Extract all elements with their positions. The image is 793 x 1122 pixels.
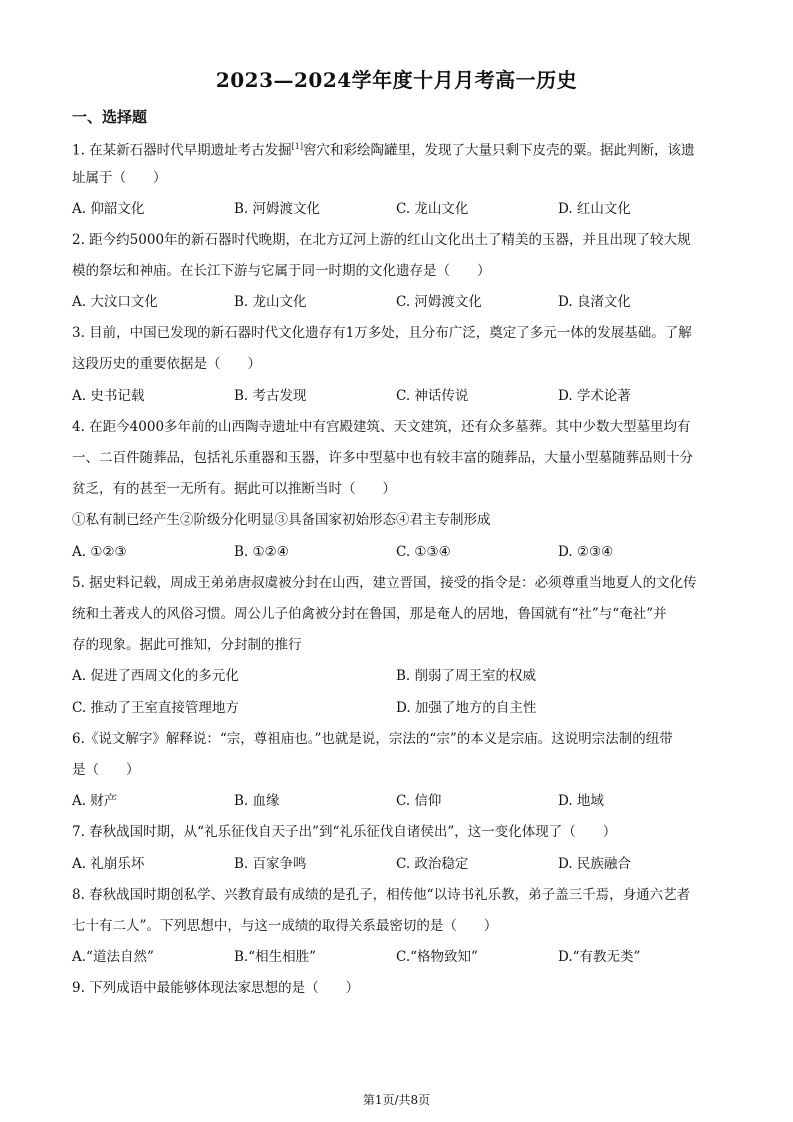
question-1-option-b[interactable]: B. 河姆渡文化 [234,201,321,217]
question-6-line-1: 6.《说文解字》解释说：“宗，尊祖庙也。”也就是说，宗法的“宗”的本义是宗庙。这说明宗法制的纽带 [72,731,673,747]
question-9-line-1: 9. 下列成语中最能够体现法家思想的是（ ） [72,980,360,996]
question-2-option-d[interactable]: D. 良渚文化 [558,294,631,310]
question-4-option-d[interactable]: D. ②③④ [558,544,614,560]
question-5-line-3: 存的现象。据此可推知，分封制的推行 [72,637,302,653]
question-4-statements: ①私有制已经产生②阶级分化明显③具备国家初始形态④君主专制形成 [72,512,491,528]
question-8-option-b[interactable]: B.“相生相胜” [234,949,317,965]
footnote-mark: [1] [291,142,304,151]
question-8-line-2: 七十有二人”。下列思想中，与这一成绩的取得关系最密切的是（ ） [72,918,498,934]
question-4-line-3: 贫乏，有的甚至一无所有。据此可以推断当时（ ） [72,481,396,497]
question-4-line-1: 4. 在距今4000多年前的山西陶寺遗址中有宫殿建筑、天文建筑，还有众多墓葬。其中少数大型墓里均有 [72,419,691,435]
question-4-line-2: 一、二百件随葬品，包括礼乐重器和玉器，许多中型墓中也有较丰富的随葬品，大量小型墓随葬品则十分 [72,450,693,466]
question-4-option-b[interactable]: B. ①②④ [234,544,289,560]
question-4-option-a[interactable]: A. ①②③ [72,544,127,560]
page-title: 2023—2024学年度十月月考高一历史 [215,68,578,92]
question-6-option-c[interactable]: C. 信仰 [396,793,442,809]
question-1-line-1: 1. 在某新石器时代早期遗址考古发掘[1]窖穴和彩绘陶罐里，发现了大量只剩下皮壳的粟。据此判断，该遗 [72,142,695,159]
question-7-option-b[interactable]: B. 百家争鸣 [234,856,307,872]
question-6-line-2: 是（ ） [72,762,140,778]
question-7-line-1: 7. 春秋战国时期，从“礼乐征伐自天子出”到“礼乐征伐自诸侯出”，这一变化体现了（ ） [72,824,617,840]
question-1-option-c[interactable]: C. 龙山文化 [396,201,469,217]
question-3-option-b[interactable]: B. 考古发现 [234,388,307,404]
question-3-line-1: 3. 目前，中国已发现的新石器时代文化遗存有1万多处，且分布广泛，奠定了多元一体的发展基础。了解 [72,325,692,341]
question-3-option-a[interactable]: A. 史书记载 [72,388,145,404]
page-footer: 第1页/共8页 [362,1093,431,1107]
question-2-line-2: 模的祭坛和神庙。在长江下游与它属于同一时期的文化遗存是（ ） [72,263,491,279]
question-5-option-b[interactable]: B. 削弱了周王室的权威 [396,668,537,684]
question-4-option-c[interactable]: C. ①③④ [396,544,451,560]
question-7-option-c[interactable]: C. 政治稳定 [396,856,469,872]
question-1-option-a[interactable]: A. 仰韶文化 [72,201,145,217]
question-3-option-c[interactable]: C. 神话传说 [396,388,469,404]
question-6-option-a[interactable]: A. 财产 [72,793,118,809]
question-5-option-a[interactable]: A. 促进了西周文化的多元化 [72,668,239,684]
question-5-line-1: 5. 据史料记载，周成王弟弟唐叔虞被分封在山西，建立晋国，接受的指令是：必须尊重当地夏人的文化传 [72,575,697,591]
question-8-line-1: 8. 春秋战国时期创私学、兴教育最有成绩的是孔子，相传他“以诗书礼乐教，弟子盖三千焉，身通六艺者 [72,887,691,903]
question-1-line-2: 址属于（ ） [72,170,167,186]
question-6-option-d[interactable]: D. 地域 [558,793,604,809]
question-5-option-d[interactable]: D. 加强了地方的自主性 [396,700,537,716]
question-8-option-a[interactable]: A.“道法自然” [72,949,154,965]
question-1-option-d[interactable]: D. 红山文化 [558,201,631,217]
question-8-option-d[interactable]: D.“有教无类” [558,949,641,965]
question-2-option-b[interactable]: B. 龙山文化 [234,294,307,310]
question-3-line-2: 这段历史的重要依据是（ ） [72,356,261,372]
question-7-option-d[interactable]: D. 民族融合 [558,856,631,872]
section-heading: 一、选择题 [72,108,148,126]
question-3-option-d[interactable]: D. 学术论著 [558,388,631,404]
question-2-option-c[interactable]: C. 河姆渡文化 [396,294,482,310]
question-2-line-1: 2. 距今约5000年的新石器时代晚期，在北方辽河上游的红山文化出土了精美的玉器，并且出现了较大规 [72,232,691,248]
question-5-line-2: 统和土著戎人的风俗习惯。周公儿子伯禽被分封在鲁国，那是奄人的居地，鲁国就有“社”与“奄社”并 [72,606,667,622]
question-6-option-b[interactable]: B. 血缘 [234,793,280,809]
question-7-option-a[interactable]: A. 礼崩乐坏 [72,856,145,872]
question-5-option-c[interactable]: C. 推动了王室直接管理地方 [72,700,239,716]
question-2-option-a[interactable]: A. 大汶口文化 [72,294,158,310]
question-8-option-c[interactable]: C.“格物致知” [396,949,478,965]
